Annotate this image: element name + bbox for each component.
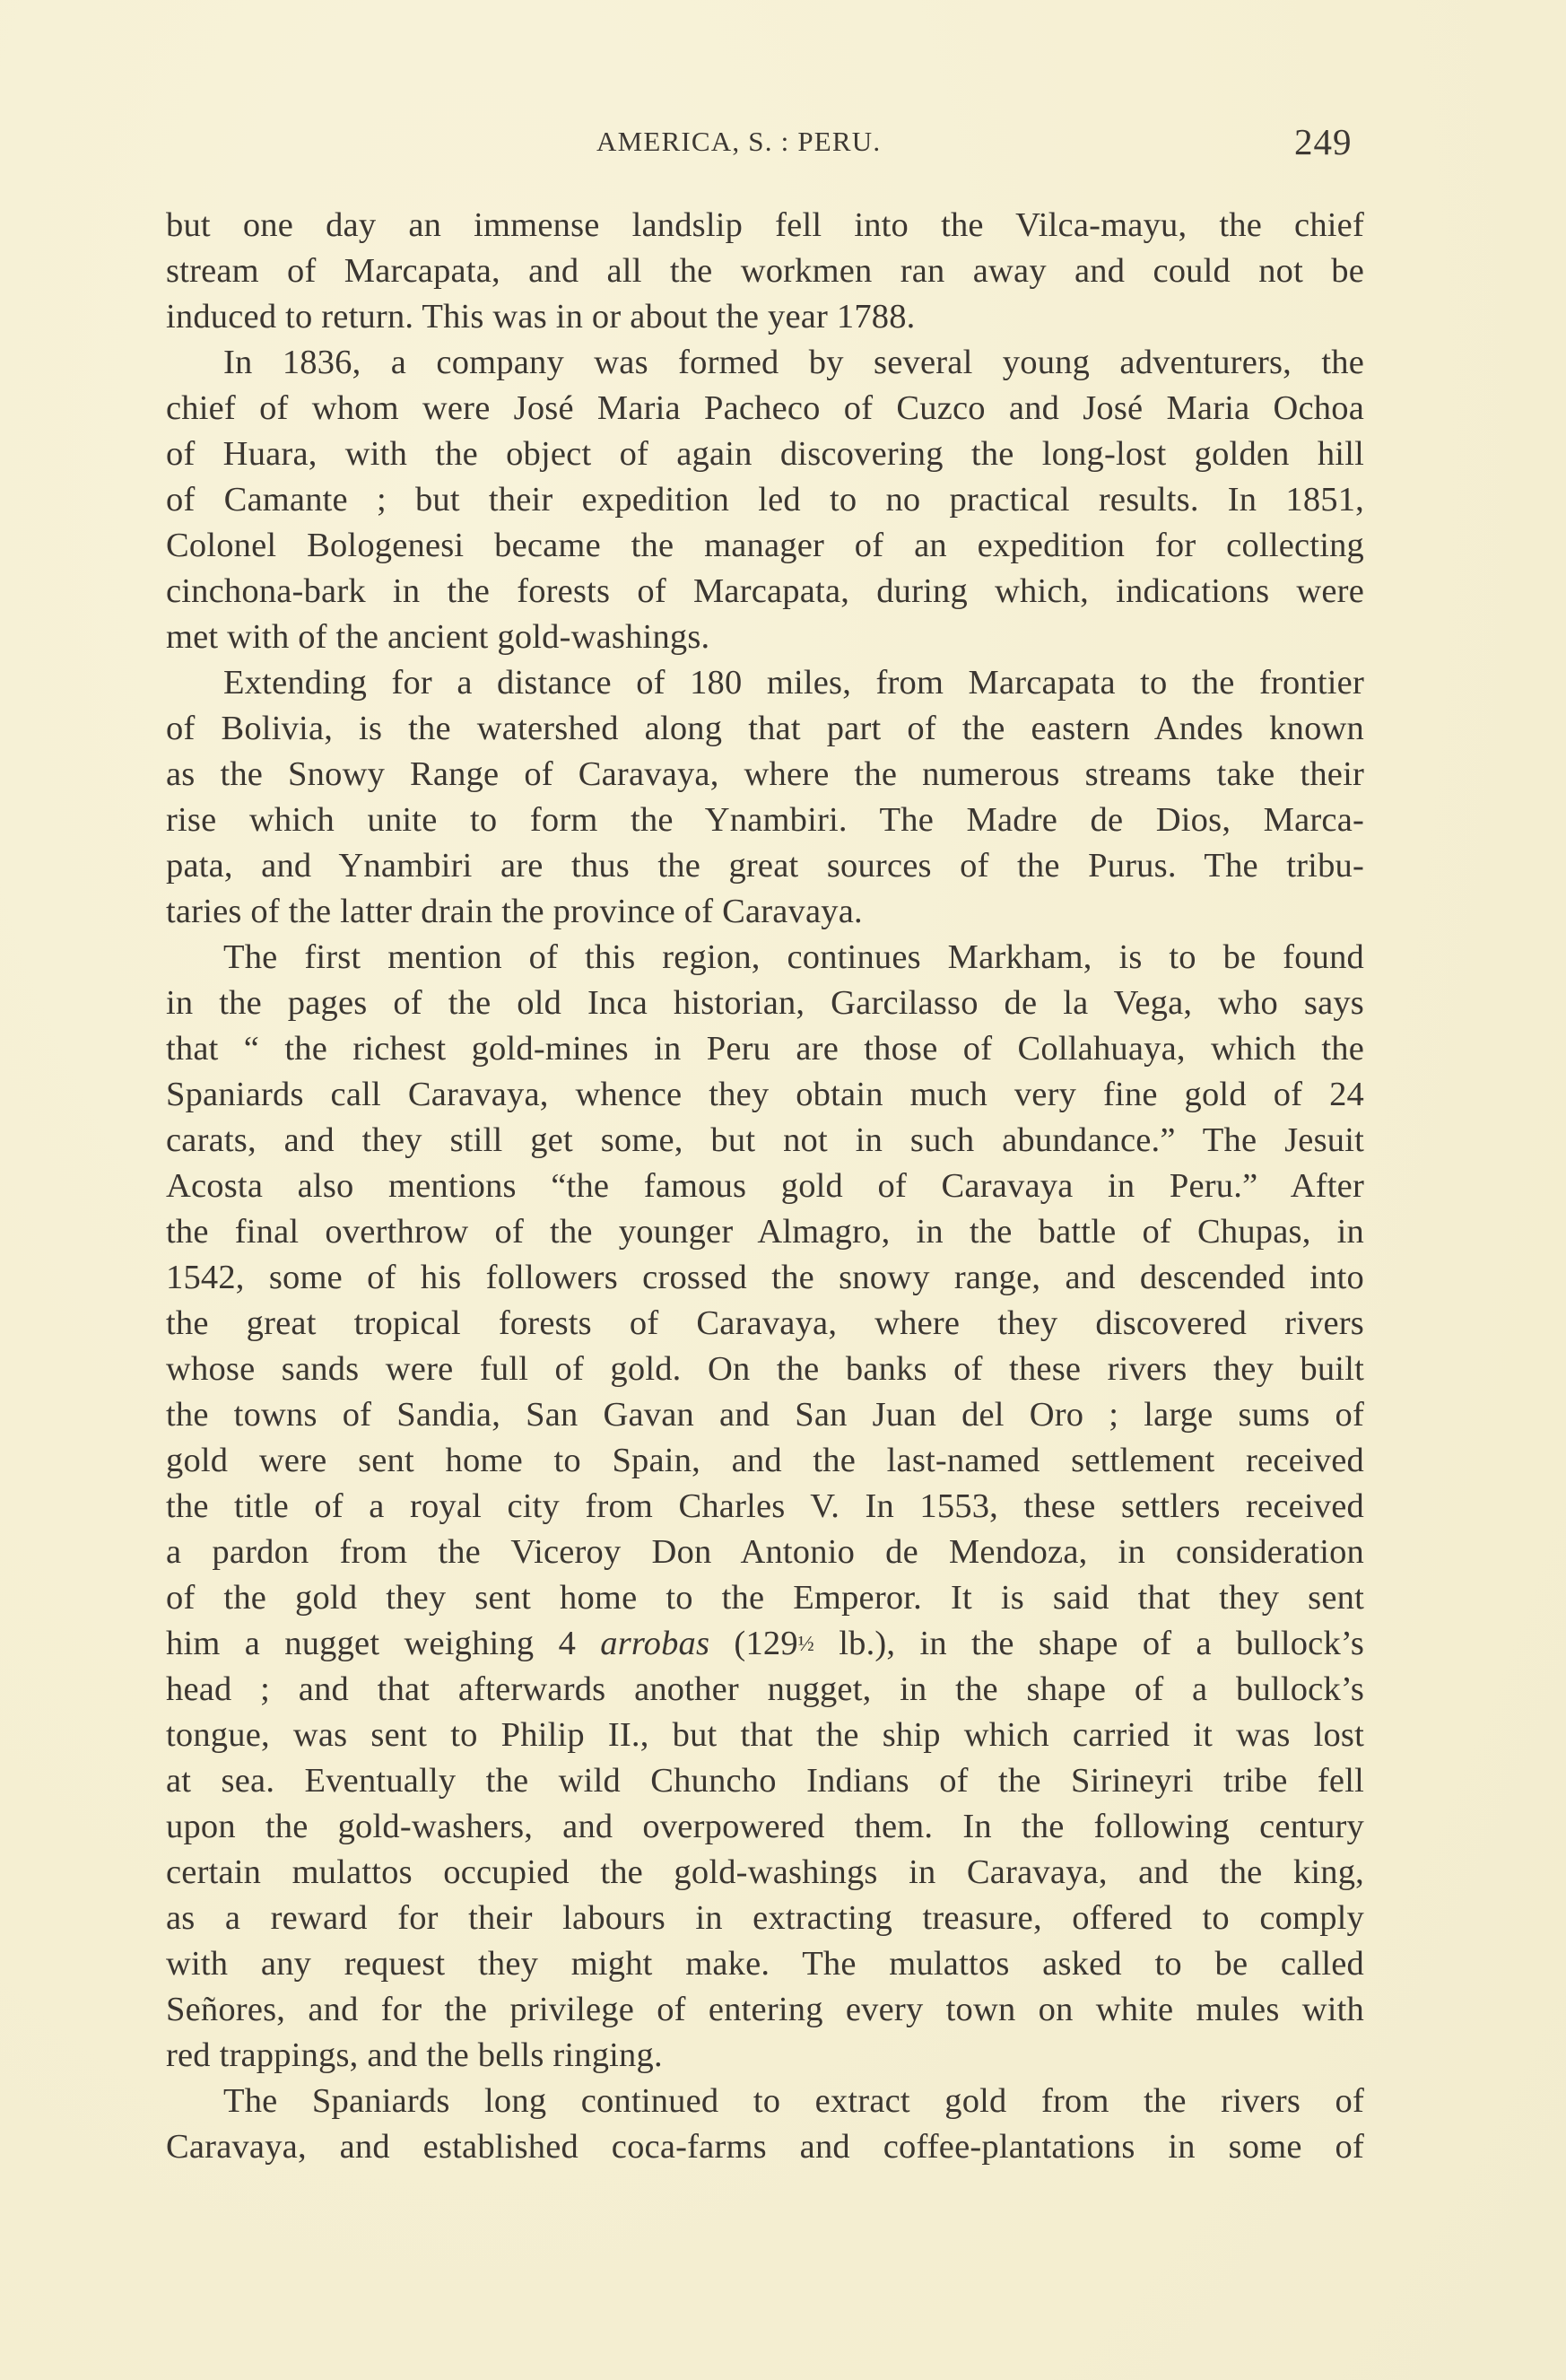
paragraph xyxy=(166,935,1364,2079)
paragraph xyxy=(166,2079,1364,2170)
text-line: a pardon from the Viceroy Don Antonio de Mendoza, in consideration xyxy=(166,1533,1364,1571)
text-line: In 1836, a company was formed by several young adventurers, the xyxy=(223,344,1364,381)
text-line: induced to return. This was in or about the year 1788. xyxy=(166,298,916,336)
text-line: certain mulattos occupied the gold-washings in Caravaya, and the king, xyxy=(166,1853,1364,1891)
text-line: upon the gold-washers, and overpowered them. In the following century xyxy=(166,1808,1364,1845)
text-fragment: lb.), in the shape of a bullock’s xyxy=(814,1625,1364,1662)
text-line: with any request they might make. The mulattos asked to be called xyxy=(166,1945,1364,1983)
text-line: of the gold they sent home to the Emperor. It is said that they sent xyxy=(166,1579,1364,1617)
text-line: The Spaniards long continued to extract gold from the rivers of xyxy=(223,2082,1364,2120)
text-line: red trappings, and the bells ringing. xyxy=(166,2036,663,2074)
text-line: the title of a royal city from Charles V. In 1553, these settlers received xyxy=(166,1487,1364,1525)
paragraph xyxy=(166,660,1364,935)
paragraph xyxy=(166,340,1364,660)
fraction: ½ xyxy=(797,1633,814,1656)
text-line: chief of whom were José Maria Pacheco of Cuzco and José Maria Ochoa xyxy=(166,389,1364,427)
text-line: stream of Marcapata, and all the workmen ran away and could not be xyxy=(166,252,1364,290)
body-text xyxy=(166,203,1364,2170)
text-line: gold were sent home to Spain, and the last-named settlement received xyxy=(166,1442,1364,1479)
text-line: but one day an immense landslip fell into the Vilca-mayu, the chief xyxy=(166,206,1364,244)
text-line: head ; and that afterwards another nugget, in the shape of a bullock’s xyxy=(166,1670,1364,1708)
text-line: 1542, some of his followers crossed the snowy range, and descended into xyxy=(166,1259,1364,1296)
text-line: of Bolivia, is the watershed along that part of the eastern Andes known xyxy=(166,710,1364,747)
text-line: as a reward for their labours in extracting treasure, offered to comply xyxy=(166,1899,1364,1937)
text-line: taries of the latter drain the province of Caravaya. xyxy=(166,893,863,930)
text-line: as the Snowy Range of Caravaya, where the numerous streams take their xyxy=(166,755,1364,793)
text-line: tongue, was sent to Philip II., but that the ship which carried it was lost xyxy=(166,1716,1364,1754)
text-line: pata, and Ynambiri are thus the great sources of the Purus. The tribu- xyxy=(166,847,1364,885)
text-line: at sea. Eventually the wild Chuncho Indians of the Sirineyri tribe fell xyxy=(166,1762,1364,1800)
text-fragment: him a nugget weighing 4 xyxy=(166,1625,601,1662)
text-line-with-italic xyxy=(166,1621,1364,1667)
text-line: of Camante ; but their expedition led to no practical results. In 1851, xyxy=(166,481,1364,519)
text-line: that “ the richest gold-mines in Peru are those of Collahuaya, which the xyxy=(166,1030,1364,1068)
text-line: the great tropical forests of Caravaya, where they discovered rivers xyxy=(166,1304,1364,1342)
text-line: Extending for a distance of 180 miles, from Marcapata to the frontier xyxy=(223,664,1364,702)
running-title: AMERICA, S. : PERU. xyxy=(596,126,882,157)
text-line: in the pages of the old Inca historian, Garcilasso de la Vega, who says xyxy=(166,984,1364,1022)
italic-term: arrobas xyxy=(600,1625,710,1662)
paragraph xyxy=(166,203,1364,340)
text-line: Caravaya, and established coca-farms and coffee-plantations in some of xyxy=(166,2128,1364,2166)
text-line: Spaniards call Caravaya, whence they obtain much very fine gold of 24 xyxy=(166,1076,1364,1113)
text-line: The first mention of this region, continues Markham, is to be found xyxy=(223,938,1364,976)
text-line: carats, and they still get some, but not in such abundance.” The Jesuit xyxy=(166,1121,1364,1159)
text-line: whose sands were full of gold. On the banks of these rivers they built xyxy=(166,1350,1364,1388)
text-line: rise which unite to form the Ynambiri. The Madre de Dios, Marca- xyxy=(166,801,1364,839)
text-line: of Huara, with the object of again discovering the long-lost golden hill xyxy=(166,435,1364,473)
text-line: the towns of Sandia, San Gavan and San Juan del Oro ; large sums of xyxy=(166,1396,1364,1434)
text-line: Señores, and for the privilege of entering every town on white mules with xyxy=(166,1991,1364,2028)
text-fragment: (129 xyxy=(709,1625,798,1662)
running-head xyxy=(592,122,1435,167)
text-line: Acosta also mentions “the famous gold of Caravaya in Peru.” After xyxy=(166,1167,1364,1205)
text-line: met with of the ancient gold-washings. xyxy=(166,618,710,656)
page-number: 249 xyxy=(1294,121,1353,162)
text-line: Colonel Bologenesi became the manager of an expedition for collecting xyxy=(166,527,1364,564)
text-line: cinchona-bark in the forests of Marcapata, during which, indications were xyxy=(166,572,1364,610)
text-line: the final overthrow of the younger Almagro, in the battle of Chupas, in xyxy=(166,1213,1364,1251)
